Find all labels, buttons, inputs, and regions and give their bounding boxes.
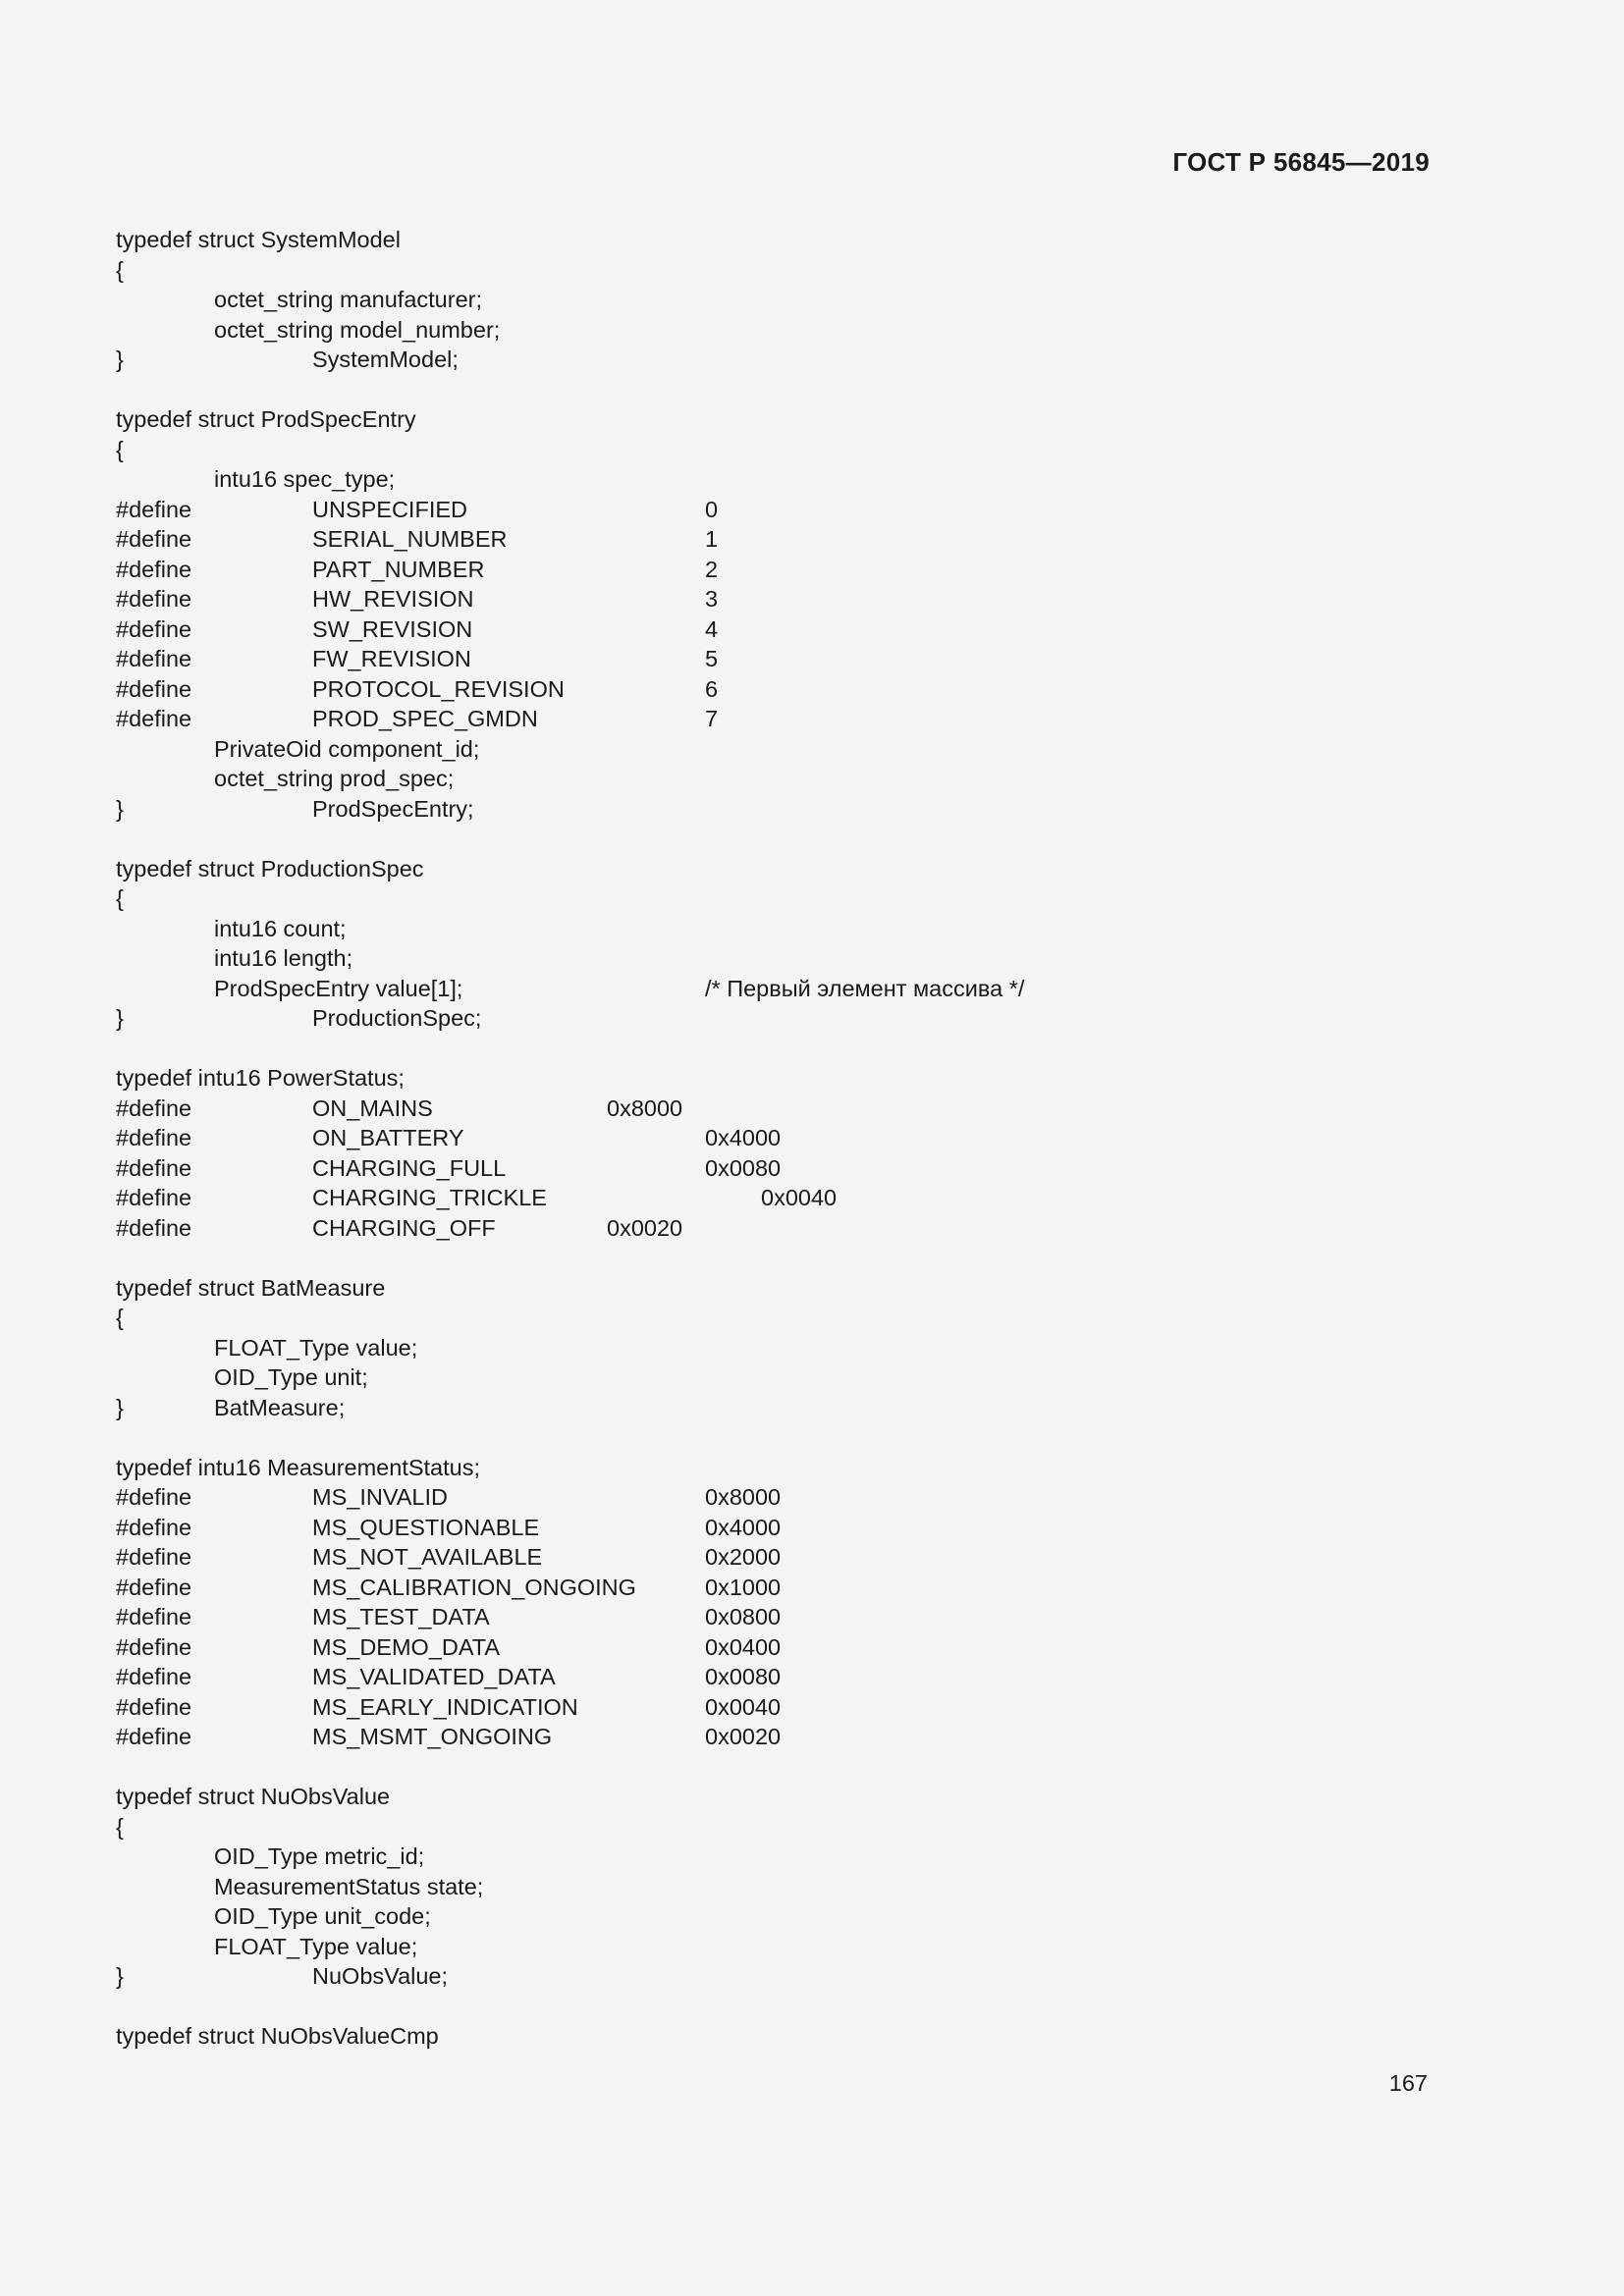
- code-token: 0x0800: [705, 1604, 782, 1629]
- code-token: OID_Type metric_id;: [214, 1843, 425, 1869]
- code-token: #define: [116, 526, 192, 552]
- code-token: PART_NUMBER: [312, 556, 485, 582]
- code-token: PROTOCOL_REVISION: [312, 675, 565, 702]
- code-token: ProductionSpec;: [312, 1005, 482, 1031]
- code-token: #define: [116, 586, 192, 612]
- code-token: #define: [116, 1095, 192, 1121]
- code-token: 2: [705, 556, 719, 582]
- code-token: typedef struct NuObsValue: [116, 1784, 391, 1809]
- page-number: 167: [1388, 2070, 1428, 2096]
- code-token: UNSPECIFIED: [312, 496, 467, 522]
- code-token: {: [116, 1813, 124, 1840]
- code-token: MS_INVALID: [312, 1484, 448, 1510]
- code-token: NuObsValue;: [312, 1963, 449, 1989]
- code-token: typedef intu16 PowerStatus;: [116, 1065, 405, 1091]
- code-token: CHARGING_OFF: [312, 1214, 496, 1241]
- code-token: typedef intu16 MeasurementStatus;: [116, 1454, 480, 1480]
- code-token: {: [116, 1305, 124, 1330]
- code-token: 7: [705, 706, 719, 731]
- code-token: octet_string model_number;: [214, 316, 501, 343]
- code-token: MeasurementStatus state;: [214, 1873, 484, 1899]
- code-token: #define: [116, 646, 192, 671]
- code-token: intu16 spec_type;: [214, 466, 396, 492]
- code-token: CHARGING_TRICKLE: [312, 1185, 547, 1210]
- code-token: 5: [705, 646, 719, 671]
- code-token: 0x8000: [607, 1095, 683, 1121]
- code-token: 4: [705, 615, 719, 642]
- code-token: CHARGING_FULL: [312, 1154, 507, 1181]
- code-token: MS_MSMT_ONGOING: [312, 1724, 553, 1749]
- code-token: 0x1000: [705, 1574, 782, 1600]
- code-token: }: [116, 1963, 124, 1989]
- code-token: FW_REVISION: [312, 646, 471, 671]
- code-token: }: [116, 795, 124, 822]
- code-token: MS_CALIBRATION_ONGOING: [312, 1574, 636, 1600]
- code-token: #define: [116, 1154, 192, 1181]
- code-token: MS_DEMO_DATA: [312, 1633, 501, 1660]
- code-token: 6: [705, 675, 719, 702]
- code-token: #define: [116, 1604, 192, 1629]
- code-token: #define: [116, 615, 192, 642]
- code-token: typedef struct ProductionSpec: [116, 855, 424, 881]
- code-token: #define: [116, 1633, 192, 1660]
- code-token: {: [116, 436, 124, 462]
- code-token: SW_REVISION: [312, 615, 473, 642]
- code-token: 0x0080: [705, 1664, 782, 1689]
- code-token: 0x0020: [607, 1214, 683, 1241]
- code-token: 0x0020: [705, 1724, 782, 1749]
- code-token: #define: [116, 1484, 192, 1510]
- code-token: {: [116, 256, 124, 283]
- code-token: 1: [705, 526, 719, 552]
- code-token: FLOAT_Type value;: [214, 1933, 418, 1959]
- code-token: 0: [705, 496, 719, 522]
- code-token: }: [116, 1394, 124, 1420]
- code-token: typedef struct SystemModel: [116, 227, 401, 252]
- code-token: 3: [705, 586, 719, 612]
- code-token: 0x0080: [705, 1154, 782, 1181]
- code-token: typedef struct ProdSpecEntry: [116, 406, 416, 432]
- code-token: #define: [116, 1514, 192, 1540]
- code-token: octet_string prod_spec;: [214, 766, 455, 791]
- code-token: ON_MAINS: [312, 1095, 433, 1121]
- code-token: 0x4000: [705, 1514, 782, 1540]
- code-token: 0x2000: [705, 1544, 782, 1570]
- code-token: ProdSpecEntry;: [312, 795, 474, 822]
- code-token: HW_REVISION: [312, 586, 474, 612]
- code-token: #define: [116, 675, 192, 702]
- code-token: MS_EARLY_INDICATION: [312, 1693, 578, 1720]
- document-header: ГОСТ Р 56845—2019: [1172, 147, 1430, 177]
- code-token: 0x4000: [705, 1125, 782, 1150]
- code-token: PROD_SPEC_GMDN: [312, 706, 538, 731]
- code-token: #define: [116, 556, 192, 582]
- code-token: intu16 length;: [214, 945, 353, 971]
- code-token: #define: [116, 1214, 192, 1241]
- code-token: 0x8000: [705, 1484, 782, 1510]
- code-token: 0x0040: [705, 1693, 782, 1720]
- code-token: MS_QUESTIONABLE: [312, 1514, 540, 1540]
- code-token: 0x0040: [761, 1185, 838, 1210]
- code-token: }: [116, 347, 124, 372]
- code-token: OID_Type unit;: [214, 1364, 368, 1390]
- code-token: {: [116, 885, 124, 911]
- code-token: #define: [116, 1693, 192, 1720]
- code-token: BatMeasure;: [214, 1394, 346, 1420]
- code-token: OID_Type unit_code;: [214, 1903, 431, 1929]
- code-token: SERIAL_NUMBER: [312, 526, 508, 552]
- code-token: PrivateOid component_id;: [214, 735, 480, 762]
- code-token: MS_NOT_AVAILABLE: [312, 1544, 543, 1570]
- code-token: typedef struct BatMeasure: [116, 1274, 386, 1301]
- code-token: MS_TEST_DATA: [312, 1604, 490, 1629]
- code-token: /* Первый элемент массива */: [705, 975, 1025, 1001]
- code-token: typedef struct NuObsValueCmp: [116, 2023, 439, 2049]
- code-token: ON_BATTERY: [312, 1125, 464, 1150]
- code-token: #define: [116, 706, 192, 731]
- code-token: MS_VALIDATED_DATA: [312, 1664, 556, 1689]
- code-token: ProdSpecEntry value[1];: [214, 975, 463, 1001]
- code-token: octet_string manufacturer;: [214, 287, 482, 312]
- code-token: }: [116, 1005, 124, 1031]
- code-token: intu16 count;: [214, 915, 347, 941]
- code-token: #define: [116, 1574, 192, 1600]
- code-token: SystemModel;: [312, 347, 459, 372]
- code-token: #define: [116, 1125, 192, 1150]
- code-token: #define: [116, 1185, 192, 1210]
- code-token: #define: [116, 1544, 192, 1570]
- code-token: #define: [116, 1664, 192, 1689]
- code-token: 0x0400: [705, 1633, 782, 1660]
- code-token: #define: [116, 496, 192, 522]
- code-token: FLOAT_Type value;: [214, 1334, 418, 1361]
- code-token: #define: [116, 1724, 192, 1749]
